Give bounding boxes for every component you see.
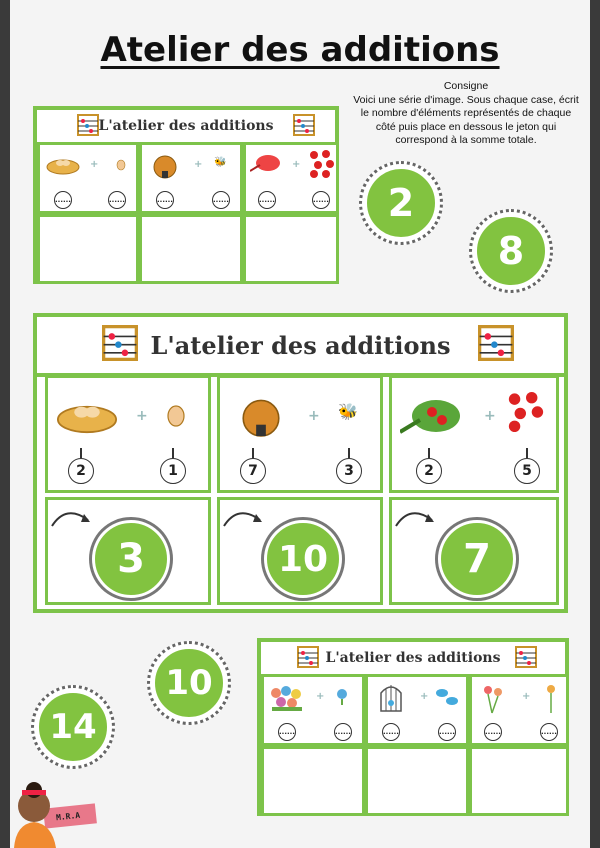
curved-arrow-icon: [48, 502, 98, 532]
token-slot[interactable]: [243, 214, 339, 284]
egg-icon: [166, 404, 186, 428]
flower-icon: [544, 683, 558, 713]
answer-circle[interactable]: ......: [108, 191, 126, 209]
answer-circle[interactable]: ......: [484, 723, 502, 741]
board-example: [33, 313, 568, 613]
egg-icon: [116, 159, 126, 171]
beehive-icon: [240, 392, 282, 438]
sum-token[interactable]: 3: [92, 520, 170, 598]
token-slot[interactable]: [37, 214, 139, 284]
flower-sprouts-icon: [480, 683, 506, 715]
answer-circle[interactable]: 2: [416, 458, 442, 484]
abacus-icon: [101, 325, 139, 361]
answer-circle[interactable]: ......: [278, 723, 296, 741]
number-token[interactable]: 2: [364, 166, 438, 240]
picture-cell-flowers: + ...... ......: [261, 674, 365, 746]
answer-circle[interactable]: ......: [382, 723, 400, 741]
ladybugs-icon: [506, 390, 546, 434]
board-title: L'atelier des additions: [325, 650, 501, 666]
page-title: Atelier des additions: [100, 30, 500, 70]
answer-circle[interactable]: 7: [240, 458, 266, 484]
board-header: [37, 110, 335, 146]
abacus-icon: [77, 114, 99, 136]
picture-cell-ladybugs: + 2 5: [389, 375, 559, 493]
picture-cell-ladybugs: + ...... ......: [243, 142, 339, 214]
curved-arrow-icon: [392, 502, 442, 532]
answer-circle[interactable]: ......: [212, 191, 230, 209]
answer-circle[interactable]: 1: [160, 458, 186, 484]
board-title: L'atelier des additions: [98, 118, 274, 134]
picture-cell-beehive: + 🐝 7 3: [217, 375, 383, 493]
nest-icon: [46, 153, 80, 175]
beehive-icon: [152, 151, 178, 179]
curved-arrow-icon: [220, 502, 270, 532]
answer-circle[interactable]: 3: [336, 458, 362, 484]
picture-cell-plants: + ...... ......: [469, 674, 569, 746]
birdcage-icon: [378, 681, 404, 713]
token-slot[interactable]: [139, 214, 243, 284]
number-token[interactable]: 14: [36, 690, 110, 764]
leaf-icon: [250, 153, 280, 173]
instructions-text: Voici une série d'image. Sous chaque case, écrit le nombre d'éléments représentés de chaque côté puis place en dessous le jeton qui correspond à la somme totale.: [353, 93, 579, 146]
leaf-icon: [400, 396, 460, 436]
bees-icon: 🐝: [214, 157, 227, 168]
token-slot[interactable]: [217, 497, 383, 605]
picture-cell-birdcage: + ...... ......: [365, 674, 469, 746]
token-slot[interactable]: [45, 497, 211, 605]
bees-icon: 🐝: [338, 402, 358, 421]
abacus-icon: [297, 646, 319, 668]
instructions-heading: Consigne: [443, 80, 489, 92]
board-title: L'atelier des additions: [150, 330, 451, 360]
answer-circle[interactable]: 2: [68, 458, 94, 484]
number-token[interactable]: 10: [152, 646, 226, 720]
answer-circle[interactable]: ......: [258, 191, 276, 209]
board-small-top: [33, 106, 339, 284]
answer-circle[interactable]: ......: [156, 191, 174, 209]
picture-cell-nest: + 2 1: [45, 375, 211, 493]
answer-circle[interactable]: ......: [334, 723, 352, 741]
sum-token[interactable]: 10: [264, 520, 342, 598]
board-header: [261, 642, 565, 678]
number-token[interactable]: 8: [474, 214, 548, 288]
sum-token[interactable]: 7: [438, 520, 516, 598]
flower-icon: [334, 687, 350, 705]
token-slot[interactable]: [469, 746, 569, 816]
answer-circle[interactable]: ......: [438, 723, 456, 741]
token-slot[interactable]: [365, 746, 469, 816]
birds-icon: [432, 683, 462, 711]
board-small-bottom: [257, 638, 569, 816]
author-logo: [0, 770, 110, 848]
answer-circle[interactable]: ......: [312, 191, 330, 209]
nest-icon: [54, 394, 120, 434]
logo-text: M.R.A: [55, 810, 81, 823]
answer-circle[interactable]: 5: [514, 458, 540, 484]
token-slot[interactable]: [389, 497, 559, 605]
abacus-icon: [293, 114, 315, 136]
abacus-icon: [515, 646, 537, 668]
picture-cell-beehive: + 🐝 ...... ......: [139, 142, 243, 214]
picture-cell-nest: + ...... ......: [37, 142, 139, 214]
abacus-icon: [477, 325, 515, 361]
answer-circle[interactable]: ......: [540, 723, 558, 741]
board-header: [37, 317, 564, 377]
answer-circle[interactable]: ......: [54, 191, 72, 209]
flowers-icon: [268, 683, 306, 713]
instructions: [352, 80, 580, 148]
token-slot[interactable]: [261, 746, 365, 816]
ladybugs-icon: [308, 149, 336, 179]
